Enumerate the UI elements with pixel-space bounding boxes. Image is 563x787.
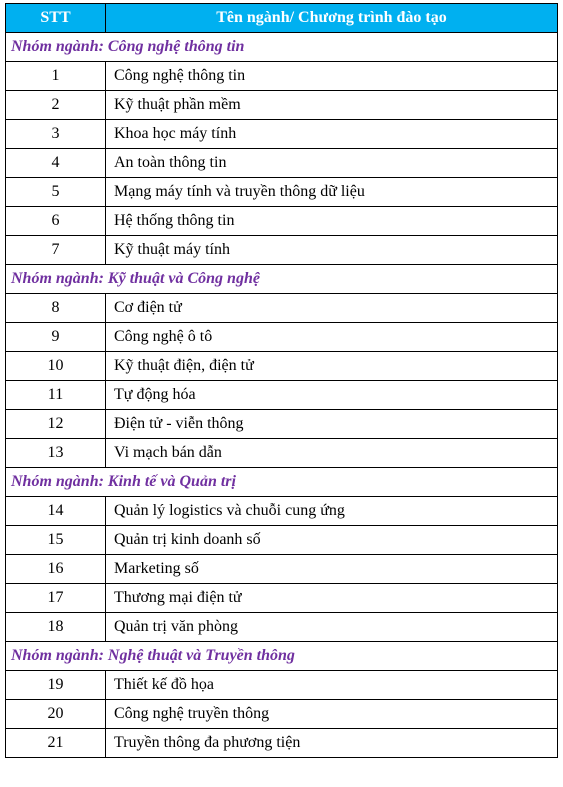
row-number: 6 (6, 207, 106, 236)
program-name: Công nghệ ô tô (106, 323, 558, 352)
row-number: 4 (6, 149, 106, 178)
group-title: Nhóm ngành: Nghệ thuật và Truyền thông (6, 642, 558, 671)
group-title: Nhóm ngành: Kinh tế và Quản trị (6, 468, 558, 497)
row-number: 16 (6, 555, 106, 584)
group-title: Nhóm ngành: Công nghệ thông tin (6, 33, 558, 62)
program-name: Mạng máy tính và truyền thông dữ liệu (106, 178, 558, 207)
table-row (6, 352, 558, 381)
row-number: 20 (6, 700, 106, 729)
table-row (6, 526, 558, 555)
row-number: 2 (6, 91, 106, 120)
program-name: Hệ thống thông tin (106, 207, 558, 236)
program-name: Vi mạch bán dẫn (106, 439, 558, 468)
table-row (6, 584, 558, 613)
table-row (6, 497, 558, 526)
program-name: Điện tử - viễn thông (106, 410, 558, 439)
row-number: 5 (6, 178, 106, 207)
row-number: 12 (6, 410, 106, 439)
program-name: Tự động hóa (106, 381, 558, 410)
table-row (6, 91, 558, 120)
row-number: 8 (6, 294, 106, 323)
table-row (6, 439, 558, 468)
group-row (6, 33, 558, 62)
program-name: Thương mại điện tử (106, 584, 558, 613)
table-row (6, 294, 558, 323)
row-number: 13 (6, 439, 106, 468)
table-row (6, 671, 558, 700)
row-number: 14 (6, 497, 106, 526)
table-row (6, 729, 558, 758)
header-row (6, 4, 558, 33)
row-number: 21 (6, 729, 106, 758)
row-number: 9 (6, 323, 106, 352)
table-row (6, 178, 558, 207)
program-name: Kỹ thuật máy tính (106, 236, 558, 265)
table-row (6, 62, 558, 91)
table-row (6, 149, 558, 178)
table-row (6, 323, 558, 352)
program-name: Truyền thông đa phương tiện (106, 729, 558, 758)
row-number: 17 (6, 584, 106, 613)
program-name: Khoa học máy tính (106, 120, 558, 149)
table-row (6, 613, 558, 642)
program-name: Cơ điện tử (106, 294, 558, 323)
table-body (6, 33, 558, 758)
group-title: Nhóm ngành: Kỹ thuật và Công nghệ (6, 265, 558, 294)
row-number: 11 (6, 381, 106, 410)
row-number: 19 (6, 671, 106, 700)
program-name: Quản lý logistics và chuỗi cung ứng (106, 497, 558, 526)
program-name: Quản trị kinh doanh số (106, 526, 558, 555)
group-row (6, 642, 558, 671)
row-number: 15 (6, 526, 106, 555)
program-name: Kỹ thuật phần mềm (106, 91, 558, 120)
header-program-name: Tên ngành/ Chương trình đào tạo (106, 4, 558, 33)
table-row (6, 120, 558, 149)
row-number: 3 (6, 120, 106, 149)
table-row (6, 700, 558, 729)
row-number: 10 (6, 352, 106, 381)
table-row (6, 207, 558, 236)
group-row (6, 265, 558, 294)
header-stt: STT (6, 4, 106, 33)
program-name: Quản trị văn phòng (106, 613, 558, 642)
table-header (6, 4, 558, 33)
table-row (6, 236, 558, 265)
table-row (6, 410, 558, 439)
table-row (6, 555, 558, 584)
program-name: Công nghệ thông tin (106, 62, 558, 91)
program-name: Kỹ thuật điện, điện tử (106, 352, 558, 381)
row-number: 1 (6, 62, 106, 91)
program-name: Thiết kế đồ họa (106, 671, 558, 700)
program-name: An toàn thông tin (106, 149, 558, 178)
program-name: Công nghệ truyền thông (106, 700, 558, 729)
row-number: 18 (6, 613, 106, 642)
row-number: 7 (6, 236, 106, 265)
table-row (6, 381, 558, 410)
program-table (5, 3, 558, 758)
group-row (6, 468, 558, 497)
program-name: Marketing số (106, 555, 558, 584)
